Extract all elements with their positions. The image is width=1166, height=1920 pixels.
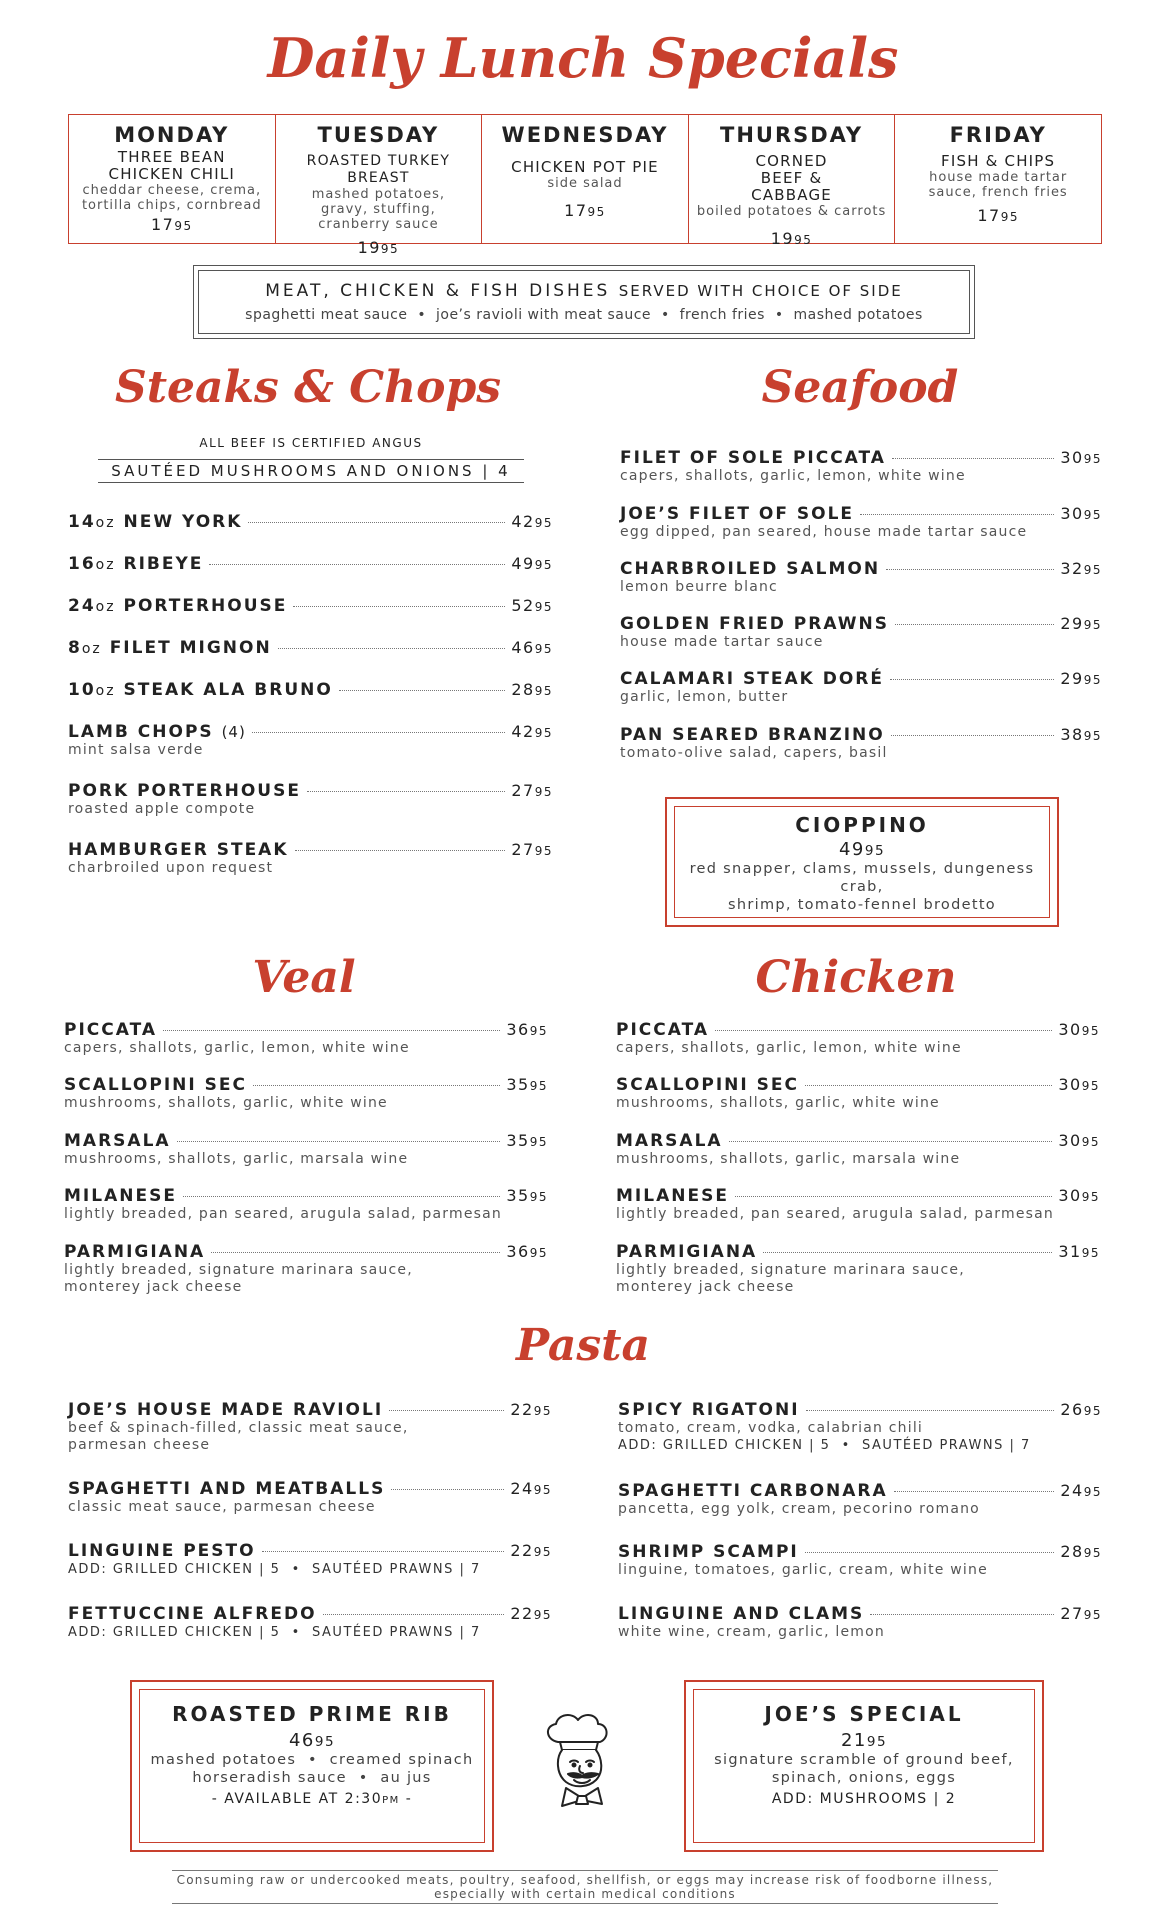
disclaimer-line: especially with certain medical conditions	[434, 1887, 736, 1901]
day-desc: side salad	[547, 176, 623, 191]
chicken-title: Chicken	[755, 952, 957, 1003]
veal-title: Veal	[252, 952, 356, 1003]
menu-item: PICCATA 3695 capers, shallots, garlic, lemon, white wine	[64, 1020, 548, 1056]
day-price: 1795	[564, 201, 606, 220]
day-thursday	[689, 115, 896, 248]
angus-note: ALL BEEF IS CERTIFIED ANGUS	[199, 436, 423, 450]
daily-specials-table	[68, 114, 1102, 257]
menu-item: FETTUCCINE ALFREDO 2295 ADD: GRILLED CHICKEN | 5 • SAUTÉED PRAWNS | 7	[68, 1604, 552, 1640]
day-item: CHICKEN POT PIE	[511, 158, 659, 176]
chef-logo-icon	[536, 1712, 630, 1816]
menu-item: PORK PORTERHOUSE 2795 roasted apple compote	[68, 781, 553, 817]
cioppino-desc: shrimp, tomato-fennel brodetto	[728, 897, 996, 913]
menu-item: FILET OF SOLE PICCATA 3095 capers, shallots, garlic, lemon, white wine	[620, 448, 1102, 484]
menu-item: JOE’S FILET OF SOLE 3095 egg dipped, pan seared, house made tartar sauce	[620, 504, 1102, 540]
menu-item: HAMBURGER STEAK 2795 charbroiled upon request	[68, 840, 553, 876]
page-title: Daily Lunch Specials	[267, 26, 899, 90]
disclaimer-line: Consuming raw or undercooked meats, poultry, seafood, shellfish, or eggs may increase risk of foodborne illness,	[176, 1873, 994, 1887]
menu-item: LINGUINE AND CLAMS 2795 white wine, cream, garlic, lemon	[618, 1604, 1102, 1640]
menu-item: LAMB CHOPS (4) 4295 mint salsa verde	[68, 722, 553, 758]
steaks-title: Steaks & Chops	[114, 362, 502, 413]
cioppino-name: CIOPPINO	[795, 813, 929, 837]
prime-rib-note: - AVAILABLE AT 2:30PM -	[211, 1791, 413, 1807]
joes-special-box	[684, 1680, 1044, 1852]
day-monday	[69, 115, 276, 243]
prime-rib-box	[130, 1680, 494, 1852]
day-name: THURSDAY	[720, 123, 864, 147]
menu-item: PARMIGIANA 3195 lightly breaded, signature marinara sauce, monterey jack cheese	[616, 1242, 1100, 1295]
day-tuesday	[276, 115, 483, 257]
menu-item: LINGUINE PESTO 2295 ADD: GRILLED CHICKEN | 5 • SAUTÉED PRAWNS | 7	[68, 1541, 552, 1577]
day-price: 1795	[150, 215, 193, 234]
day-desc: cheddar cheese, crema, tortilla chips, cornbread	[81, 183, 262, 213]
menu-item: JOE’S HOUSE MADE RAVIOLI 2295 beef & spinach-filled, classic meat sauce, parmesan cheese	[68, 1400, 552, 1453]
prime-rib-name: ROASTED PRIME RIB	[172, 1702, 452, 1726]
menu-item: MILANESE 3595 lightly breaded, pan seared, arugula salad, parmesan	[64, 1186, 548, 1222]
day-item: FISH & CHIPS	[941, 152, 1056, 170]
joes-special-name: JOE’S SPECIAL	[764, 1702, 964, 1726]
prime-rib-desc: mashed potatoes • creamed spinach	[150, 1752, 474, 1768]
seafood-title: Seafood	[761, 362, 959, 413]
menu-item: 8oz FILET MIGNON 4695	[68, 638, 553, 658]
day-name: MONDAY	[114, 123, 230, 147]
cioppino-desc: red snapper, clams, mussels, dungeness crab,	[689, 861, 1035, 895]
day-name: WEDNESDAY	[501, 123, 669, 147]
joes-special-desc: signature scramble of ground beef,	[714, 1752, 1014, 1768]
menu-item: PARMIGIANA 3695 lightly breaded, signature marinara sauce, monterey jack cheese	[64, 1242, 548, 1295]
day-desc: house made tartar sauce, french fries	[928, 170, 1068, 200]
day-friday	[895, 115, 1101, 243]
joes-special-desc: spinach, onions, eggs	[771, 1770, 957, 1786]
menu-item: MARSALA 3595 mushrooms, shallots, garlic, marsala wine	[64, 1131, 548, 1167]
menu-item: 14oz NEW YORK 4295	[68, 512, 553, 532]
day-wednesday	[482, 115, 689, 243]
menu-item: SPICY RIGATONI 2695 tomato, cream, vodka, calabrian chili ADD: GRILLED CHICKEN | 5 • SAUTÉED PRAWNS | 7	[618, 1400, 1102, 1453]
menu-item: 16oz RIBEYE 4995	[68, 554, 553, 574]
menu-item: MARSALA 3095 mushrooms, shallots, garlic, marsala wine	[616, 1131, 1100, 1167]
joes-special-price: 2195	[840, 1730, 888, 1751]
sides-list: spaghetti meat sauce • joe’s ravioli with meat sauce • french fries • mashed potatoes	[245, 307, 923, 323]
menu-item: PICCATA 3095 capers, shallots, garlic, lemon, white wine	[616, 1020, 1100, 1056]
day-name: TUESDAY	[317, 123, 440, 147]
prime-rib-price: 4695	[288, 1730, 336, 1751]
cioppino-price: 4995	[838, 839, 886, 860]
menu-item: SHRIMP SCAMPI 2895 linguine, tomatoes, garlic, cream, white wine	[618, 1542, 1102, 1578]
joes-special-note: ADD: MUSHROOMS | 2	[771, 1791, 957, 1807]
day-desc: boiled potatoes & carrots	[696, 204, 887, 219]
menu-item: SCALLOPINI SEC 3595 mushrooms, shallots, garlic, white wine	[64, 1075, 548, 1111]
menu-item: SPAGHETTI CARBONARA 2495 pancetta, egg yolk, cream, pecorino romano	[618, 1481, 1102, 1517]
menu-item: SPAGHETTI AND MEATBALLS 2495 classic meat sauce, parmesan cheese	[68, 1479, 552, 1515]
menu-item: GOLDEN FRIED PRAWNS 2995 house made tartar sauce	[620, 614, 1102, 650]
day-price: 1995	[357, 238, 400, 257]
mushrooms-addon: SAUTÉED MUSHROOMS AND ONIONS | 4	[98, 459, 524, 483]
day-item: CORNED BEEF & CABBAGE	[751, 152, 832, 204]
day-item: THREE BEAN CHICKEN CHILI	[108, 148, 236, 183]
pasta-title: Pasta	[515, 1320, 651, 1371]
day-item: ROASTED TURKEY BREAST	[306, 153, 451, 186]
menu-item: CALAMARI STEAK DORÉ 2995 garlic, lemon, butter	[620, 669, 1102, 705]
day-desc: mashed potatoes, gravy, stuffing, cranberry sauce	[311, 187, 446, 232]
menu-item: CHARBROILED SALMON 3295 lemon beurre blanc	[620, 559, 1102, 595]
day-name: FRIDAY	[949, 123, 1047, 147]
sides-title: MEAT, CHICKEN & FISH DISHES SERVED WITH CHOICE OF SIDE	[265, 281, 903, 301]
menu-item: 24oz PORTERHOUSE 5295	[68, 596, 553, 616]
day-price: 1795	[977, 206, 1019, 225]
day-price: 1995	[770, 229, 813, 248]
cioppino-box	[665, 797, 1059, 927]
prime-rib-desc: horseradish sauce • au jus	[192, 1770, 432, 1786]
menu-item: SCALLOPINI SEC 3095 mushrooms, shallots, garlic, white wine	[616, 1075, 1100, 1111]
menu-item: 10oz STEAK ALA BRUNO 2895	[68, 680, 553, 700]
disclaimer	[172, 1870, 998, 1904]
sides-box	[193, 265, 975, 339]
menu-item: PAN SEARED BRANZINO 3895 tomato-olive salad, capers, basil	[620, 725, 1102, 761]
menu-item: MILANESE 3095 lightly breaded, pan seared, arugula salad, parmesan	[616, 1186, 1100, 1222]
